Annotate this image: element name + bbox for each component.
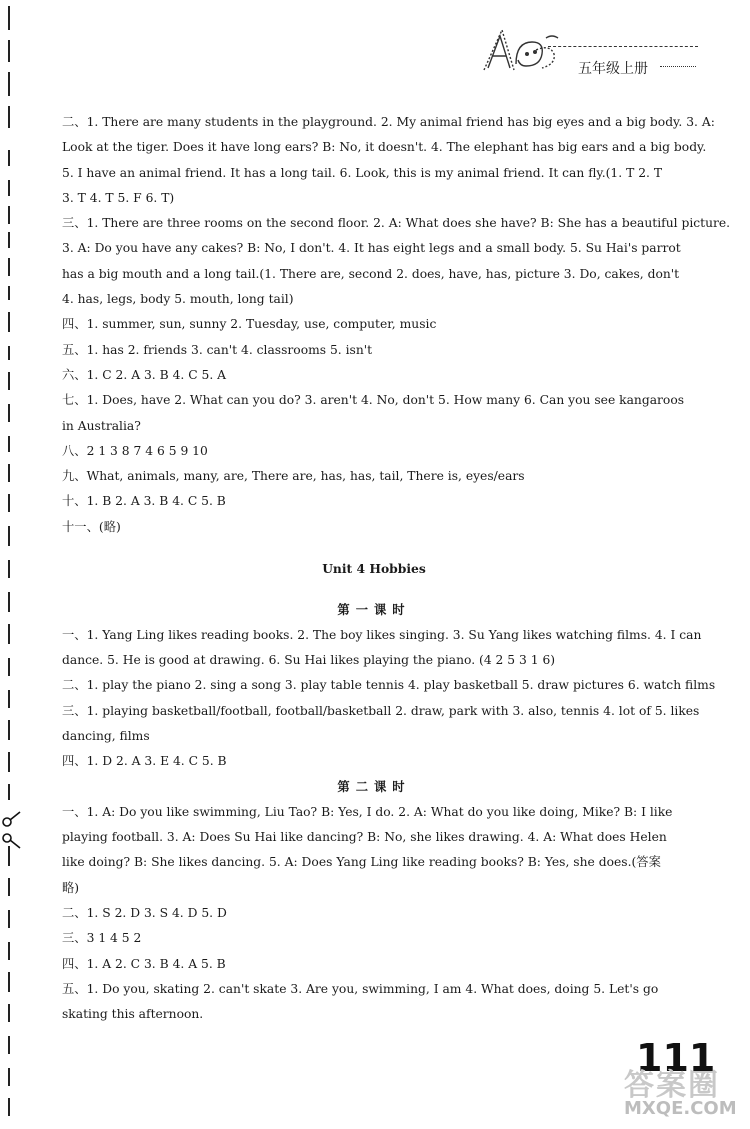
answer-line: 一、1. A: Do you like swimming, Liu Tao? B: Yes, I do. 2. A: What do you like doing, Mike? B: I like (62, 804, 673, 819)
answer-line: like doing? B: She likes dancing. 5. A: Does Yang Ling like reading books? B: Yes, she does.(答案 (62, 855, 661, 870)
answer-line: in Australia? (62, 418, 141, 433)
series-logo (480, 24, 575, 84)
answer-line: 八、2 1 3 8 7 4 6 5 9 10 (62, 443, 208, 458)
answer-line: 六、1. C 2. A 3. B 4. C 5. A (62, 367, 227, 382)
answer-line: 四、1. summer, sun, sunny 2. Tuesday, use, computer, music (62, 317, 437, 332)
answer-line: skating this afternoon. (62, 1007, 204, 1022)
answer-line: 三、1. There are three rooms on the second floor. 2. A: What does she have? B: She has a beautiful picture. (62, 216, 731, 231)
header-title: 五年级上册 (578, 61, 648, 77)
answer-line: 五、1. Do you, skating 2. can't skate 3. Are you, swimming, I am 4. What does, doing 5. Let's go (62, 981, 659, 996)
answer-line: 十、1. B 2. A 3. B 4. C 5. B (62, 494, 226, 509)
answer-line: 三、1. playing basketball/football, football/basketball 2. draw, park with 3. also, tennis 4. lot of 5. likes (62, 703, 700, 718)
answer-line: 七、1. Does, have 2. What can you do? 3. aren't 4. No, don't 5. How many 6. Can you see kangaroos (62, 393, 685, 408)
answer-line: 略) (62, 880, 80, 895)
answer-line: 四、1. D 2. A 3. E 4. C 5. B (62, 754, 227, 769)
header-dots (660, 66, 696, 67)
answer-line: 三、3 1 4 5 2 (62, 931, 142, 946)
cut-line (0, 0, 22, 1129)
answer-line: 5. I have an animal friend. It has a long tail. 6. Look, this is my animal friend. It can fly.(1. T 2. T (62, 165, 663, 180)
answer-line: 二、1. S 2. D 3. S 4. D 5. D (62, 905, 227, 920)
answer-line: 二、1. There are many students in the playground. 2. My animal friend has big eyes and a big body. 3. A: (62, 115, 715, 129)
answer-line: 3. T 4. T 5. F 6. T) (62, 190, 175, 205)
answer-line: has a big mouth and a long tail.(1. There are, second 2. does, have, has, picture 3. Do, cakes, don't (62, 266, 680, 281)
lesson-title: 第一课时 (337, 602, 411, 618)
answer-content (62, 110, 731, 1027)
answer-line: dance. 5. He is good at drawing. 6. Su Hai likes playing the piano. (4 2 5 3 1 6) (62, 652, 556, 667)
unit-title: Unit 4 Hobbies (322, 561, 426, 577)
answer-line: playing football. 3. A: Does Su Hai like dancing? B: No, she likes drawing. 4. A: What does Helen (62, 830, 667, 845)
answer-line: 3. A: Do you have any cakes? B: No, I don't. 4. It has eight legs and a small body. 5. Su Hai's parrot (62, 241, 681, 256)
header-rule (548, 46, 698, 47)
answer-line: Look at the tiger. Does it have long ears? B: No, it doesn't. 4. The elephant has big ears and a big body. (62, 140, 707, 155)
answer-line: 4. has, legs, body 5. mouth, long tail) (62, 292, 294, 307)
page-number: 111 (636, 1036, 716, 1080)
answer-line: dancing, films (62, 728, 150, 743)
answer-line: 十一、(略) (62, 519, 121, 534)
answer-line: 二、1. play the piano 2. sing a song 3. play table tennis 4. play basketball 5. draw pictures 6. watch films (62, 678, 716, 693)
answer-line: 一、1. Yang Ling likes reading books. 2. The boy likes singing. 3. Su Yang likes watching films. 4. I can (62, 627, 702, 642)
watermark-url: MXQE.COM (624, 1098, 737, 1119)
watermark-title: 答案圈 (624, 1068, 720, 1103)
answer-line: 九、What, animals, many, are, There are, has, has, tail, There is, eyes/ears (62, 469, 525, 484)
lesson-title: 第二课时 (337, 779, 411, 795)
answer-line: 四、1. A 2. C 3. B 4. A 5. B (62, 956, 226, 971)
answer-line: 五、1. has 2. friends 3. can't 4. classrooms 5. isn't (62, 342, 373, 357)
